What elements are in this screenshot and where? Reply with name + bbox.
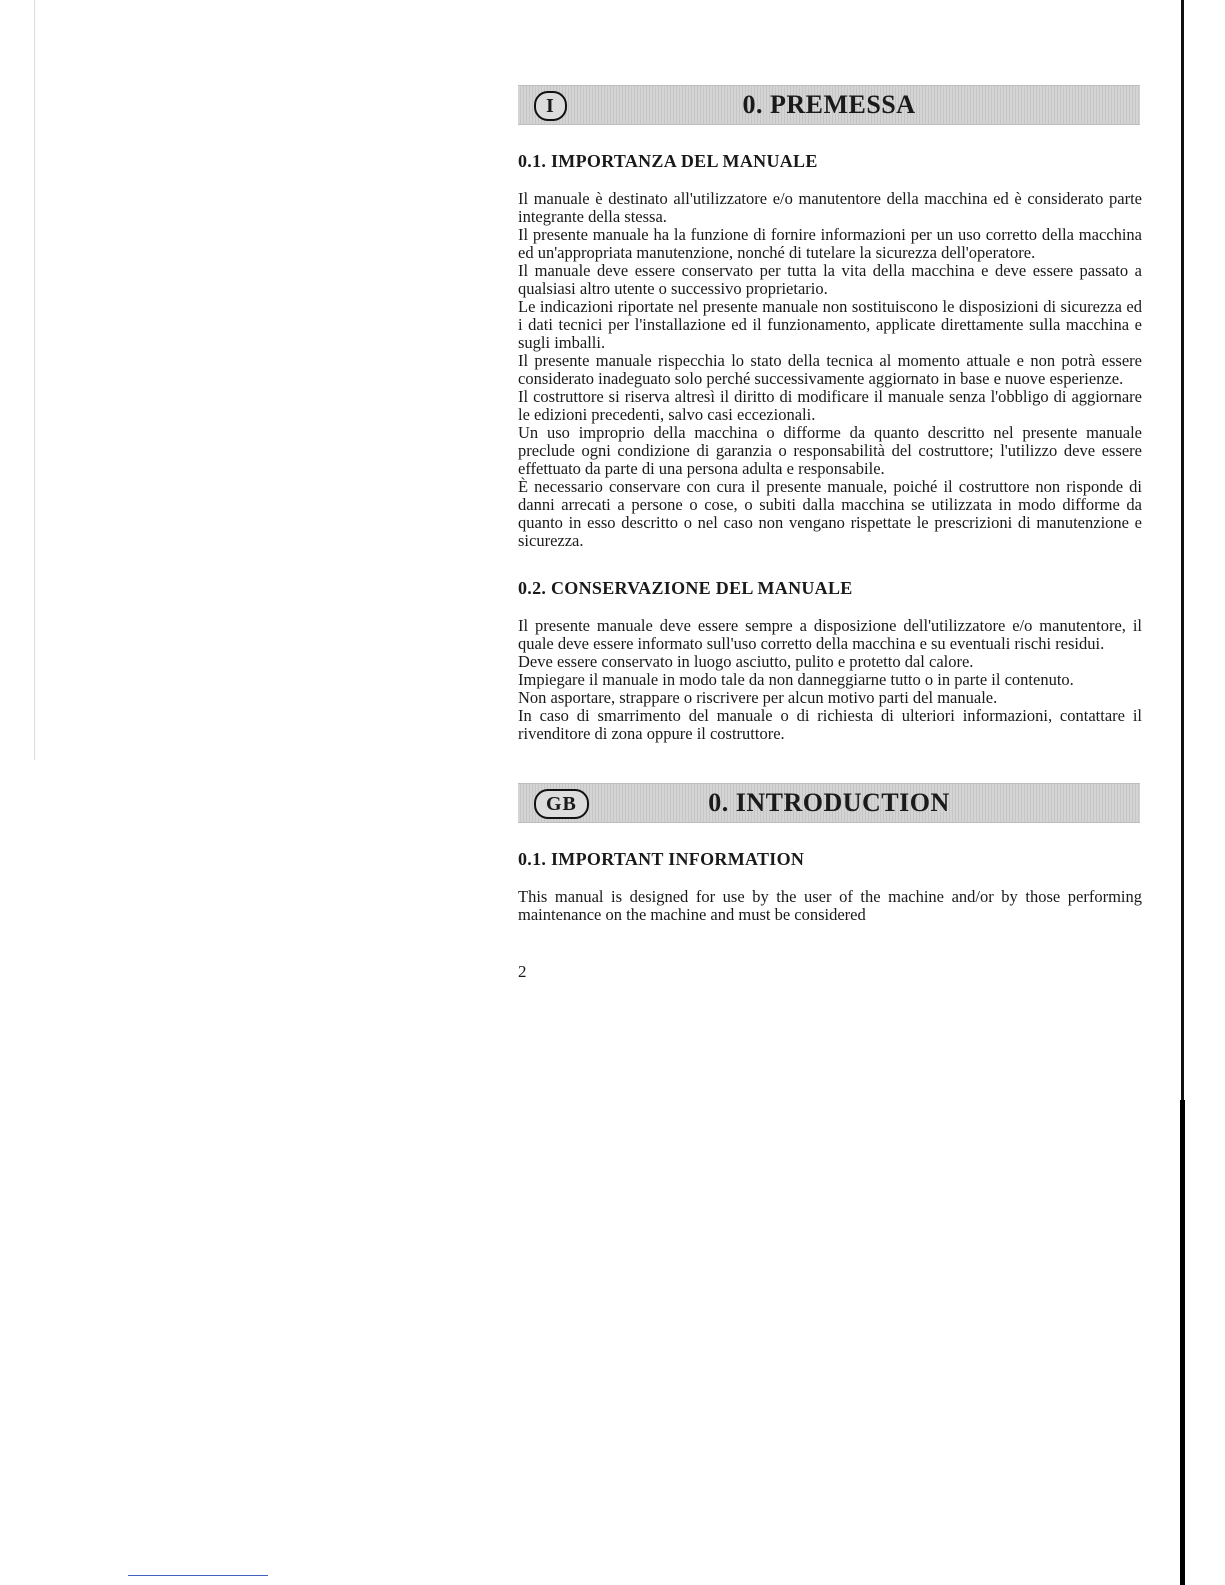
- page-content: [518, 85, 1142, 982]
- paragraph: Un uso improprio della macchina o difforme da quanto descritto nel presente manuale preclude ogni condizione di garanzia o responsabilità del costruttore; l'utilizzo deve essere effettuato da parte di una persona adulta e responsabile.: [518, 423, 1142, 478]
- section-header-band-it: [518, 85, 1140, 125]
- paragraph: Il manuale deve essere conservato per tutta la vita della macchina e deve essere passato a qualsiasi altro utente o successivo proprietario.: [518, 261, 1142, 298]
- scan-edge-right-shadow: [1180, 1100, 1185, 1585]
- paragraph: Non asportare, strappare o riscrivere per alcun motivo parti del manuale.: [518, 688, 998, 707]
- language-badge-gb: GB: [534, 789, 589, 819]
- paragraph: Il presente manuale rispecchia lo stato della tecnica al momento attuale e non potrà essere considerato inadeguato solo perché successivamente aggiornato in base e nuove esperienze.: [518, 351, 1142, 388]
- paragraph: Deve essere conservato in luogo asciutto, pulito e protetto dal calore.: [518, 652, 974, 671]
- paragraph: Il presente manuale deve essere sempre a disposizione dell'utilizzatore e/o manutentore, il quale deve essere informato sull'uso corretto della macchina e su eventuali rischi residui.: [518, 616, 1142, 653]
- section-title-it: 0. PREMESSA: [742, 90, 916, 119]
- section-header-band-gb: [518, 783, 1140, 823]
- section-title-gb: 0. INTRODUCTION: [708, 788, 950, 817]
- paragraph: È necessario conservare con cura il presente manuale, poiché il costruttore non risponde di danni arrecati a persone o cose, o subiti dalla macchina se utilizzata in modo difforme da quanto in esso descritto o nel caso non vengano rispettate le prescrizioni di manutenzione e sicurezza.: [518, 477, 1142, 550]
- subsection-heading: 0.1. IMPORTANT INFORMATION: [518, 849, 805, 869]
- subsection-heading: 0.2. CONSERVAZIONE DEL MANUALE: [518, 578, 853, 598]
- language-badge-it: I: [534, 91, 567, 121]
- paragraph: Il costruttore si riserva altresì il diritto di modificare il manuale senza l'obbligo di aggiornare le edizioni precedenti, salvo casi eccezionali.: [518, 387, 1142, 424]
- paragraph: Le indicazioni riportate nel presente manuale non sostituiscono le disposizioni di sicurezza ed i dati tecnici per l'installazione ed il funzionamento, applicate direttamente sulla macchina e sugli imballi.: [518, 297, 1142, 352]
- scan-edge-left: [34, 0, 35, 760]
- scan-artifact-line: [128, 1575, 268, 1576]
- subsection-heading: 0.1. IMPORTANZA DEL MANUALE: [518, 151, 818, 171]
- paragraph: In caso di smarrimento del manuale o di richiesta di ulteriori informazioni, contattare il rivenditore di zona oppure il costruttore.: [518, 706, 1142, 743]
- paragraph: Il manuale è destinato all'utilizzatore e/o manutentore della macchina ed è considerato parte integrante della stessa.: [518, 189, 1142, 226]
- paragraph: This manual is designed for use by the user of the machine and/or by those performing maintenance on the machine and must be considered: [518, 887, 1142, 924]
- paragraph: Il presente manuale ha la funzione di fornire informazioni per un uso corretto della macchina ed un'appropriata manutenzione, nonché di tutelare la sicurezza dell'operatore.: [518, 225, 1142, 262]
- paragraph: Impiegare il manuale in modo tale da non danneggiarne tutto o in parte il contenuto.: [518, 670, 1074, 689]
- page-number: 2: [518, 962, 527, 981]
